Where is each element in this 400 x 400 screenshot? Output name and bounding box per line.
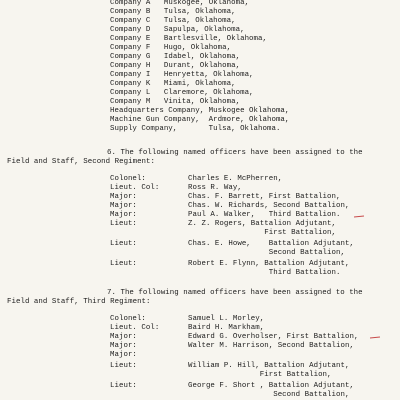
- officer-name: Robert E. Flynn, Battalion Adjutant,: [188, 260, 350, 268]
- company-row: Company A Muskogee, Oklahoma,: [110, 0, 250, 7]
- section-7-intro: 7. The following named officers have been assigned to the: [107, 289, 363, 297]
- officer-name: Chas. W. Richards, Second Battalion,: [188, 202, 350, 210]
- officer-name: Chas. E. Howe, Battalion Adjutant,: [188, 240, 354, 248]
- officer-name: Charles E. McPherren,: [188, 175, 283, 183]
- company-row: Company I Henryetta, Oklahoma,: [110, 71, 254, 79]
- officer-rank: Major:: [110, 342, 137, 350]
- officer-name: Paul A. Walker, Third Battalion.: [188, 211, 341, 219]
- officer-name-cont: Third Battalion.: [188, 269, 341, 277]
- officer-name: Baird H. Markham,: [188, 324, 265, 332]
- company-row: Company M Vinita, Oklahoma,: [110, 98, 241, 106]
- officer-name: Chas. F. Barrett, First Battalion,: [188, 193, 341, 201]
- officer-name: Walter M. Harrison, Second Battalion,: [188, 342, 354, 350]
- special-unit-row: Machine Gun Company, Ardmore, Oklahoma,: [110, 116, 290, 124]
- officer-name: Samuel L. Morley,: [188, 315, 265, 323]
- officer-rank: Major:: [110, 202, 137, 210]
- company-row: Company F Hugo, Oklahoma,: [110, 44, 232, 52]
- company-row: Company L Claremore, Oklahoma,: [110, 89, 254, 97]
- officer-rank: Major:: [110, 333, 137, 341]
- officer-rank: Lieut:: [110, 240, 137, 248]
- officer-name-cont: Second Battalion,: [188, 249, 345, 257]
- officer-rank: Colonel:: [110, 175, 146, 183]
- special-unit-row: Supply Company, Tulsa, Oklahoma.: [110, 125, 281, 133]
- section-6-intro: 6. The following named officers have been assigned to the: [107, 149, 363, 157]
- section-7-intro-cont: Field and Staff, Third Regiment:: [7, 298, 151, 306]
- officer-rank: Lieut. Col:: [110, 324, 160, 332]
- officer-name: William P. Hill, Battalion Adjutant,: [188, 362, 350, 370]
- officer-rank: Lieut. Col:: [110, 184, 160, 192]
- officer-rank: Lieut:: [110, 362, 137, 370]
- company-row: Company B Tulsa, Oklahoma,: [110, 8, 236, 16]
- company-row: Company E Bartlesville, Oklahoma,: [110, 35, 268, 43]
- officer-name-cont: First Battalion,: [188, 371, 332, 379]
- officer-rank: Colonel:: [110, 315, 146, 323]
- pencil-check-mark: [354, 215, 364, 217]
- officer-rank: Major:: [110, 193, 137, 201]
- company-row: Company G Idabel, Oklahoma,: [110, 53, 241, 61]
- special-unit-row: Headquarters Company, Muskogee Oklahoma,: [110, 107, 290, 115]
- company-row: Company H Durant, Oklahoma,: [110, 62, 241, 70]
- officer-rank: Lieut:: [110, 220, 137, 228]
- officer-rank: Lieut:: [110, 260, 137, 268]
- officer-name-cont: First Battalion,: [188, 229, 337, 237]
- section-6-intro-cont: Field and Staff, Second Regiment:: [7, 158, 156, 166]
- officer-name: Edward G. Overholser, First Battalion,: [188, 333, 359, 341]
- officer-rank: Major:: [110, 211, 137, 219]
- company-row: Company K Miami, Oklahoma,: [110, 80, 236, 88]
- officer-name: George F. Short , Battalion Adjutant,: [188, 382, 354, 390]
- company-row: Company D Sapulpa, Oklahoma,: [110, 26, 245, 34]
- officer-name-cont: Second Battalion,: [188, 391, 350, 399]
- officer-rank: Major:: [110, 351, 137, 359]
- officer-name: Z. Z. Rogers, Battalion Adjutant,: [188, 220, 337, 228]
- officer-rank: Lieut:: [110, 382, 137, 390]
- officer-name: Ross R. Way,: [188, 184, 242, 192]
- pencil-check-mark: [370, 336, 380, 338]
- company-row: Company C Tulsa, Oklahoma,: [110, 17, 236, 25]
